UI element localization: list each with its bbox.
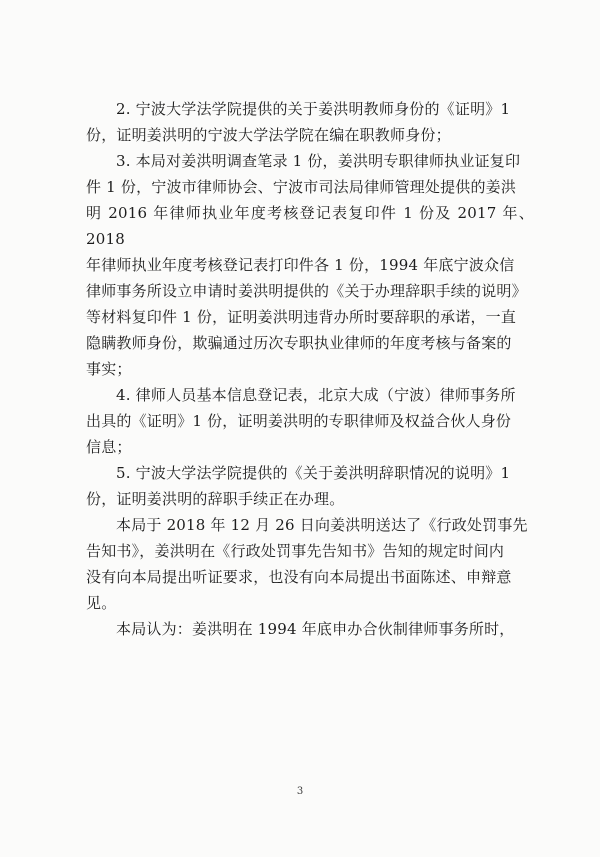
text-line: 5. 宁波大学法学院提供的《关于姜洪明辞职情况的说明》1: [116, 464, 511, 482]
text-line: 等材料复印件 1 份，证明姜洪明违背办所时要辞职的承诺，一直: [86, 308, 517, 326]
text-line: 2. 宁波大学法学院提供的关于姜洪明教师身份的《证明》1: [116, 100, 511, 118]
text-line: 3. 本局对姜洪明调查笔录 1 份，姜洪明专职律师执业证复印: [116, 152, 521, 170]
text-line: 4. 律师人员基本信息登记表，北京大成（宁波）律师事务所: [116, 386, 516, 404]
text-line: 隐瞒教师身份，欺骗通过历次专职执业律师的年度考核与备案的: [86, 334, 512, 352]
text-line: 出具的《证明》1 份，证明姜洪明的专职律师及权益合伙人身份: [86, 412, 512, 430]
paragraph-evidence-3: [0, 148, 600, 382]
paragraph-evidence-5: [0, 460, 600, 512]
paragraph-notice-served: [0, 512, 600, 616]
text-line: 件 1 份，宁波市律师协会、宁波市司法局律师管理处提供的姜洪: [86, 178, 517, 196]
document-body: [0, 96, 600, 642]
text-line: 明 2016 年律师执业年度考核登记表复印件 1 份及 2017 年、2018: [86, 204, 534, 248]
text-line: 年律师执业年度考核登记表打印件各 1 份，1994 年底宁波众信: [86, 256, 515, 274]
text-line: 没有向本局提出听证要求，也没有向本局提出书面陈述、申辩意: [86, 568, 512, 586]
paragraph-evidence-2: [0, 96, 600, 148]
text-line: 份，证明姜洪明的辞职手续正在办理。: [86, 490, 345, 508]
header-mark: [250, 0, 340, 10]
text-line: 事实；: [86, 360, 132, 378]
text-line: 见。: [86, 594, 117, 612]
text-line: 信息；: [86, 438, 132, 456]
text-line: 份，证明姜洪明的宁波大学法学院在编在职教师身份；: [86, 126, 451, 144]
paragraph-bureau-finding: [0, 616, 600, 642]
text-line: 告知书》，姜洪明在《行政处罚事先告知书》告知的规定时间内: [86, 542, 505, 560]
paragraph-evidence-4: [0, 382, 600, 460]
text-line: 律师事务所设立申请时姜洪明提供的《关于办理辞职手续的说明》: [86, 282, 527, 300]
text-line: 本局认为：姜洪明在 1994 年底申办合伙制律师事务所时，: [116, 620, 515, 638]
page-number: 3: [296, 786, 304, 797]
text-line: 本局于 2018 年 12 月 26 日向姜洪明送达了《行政处罚事先: [116, 516, 528, 534]
